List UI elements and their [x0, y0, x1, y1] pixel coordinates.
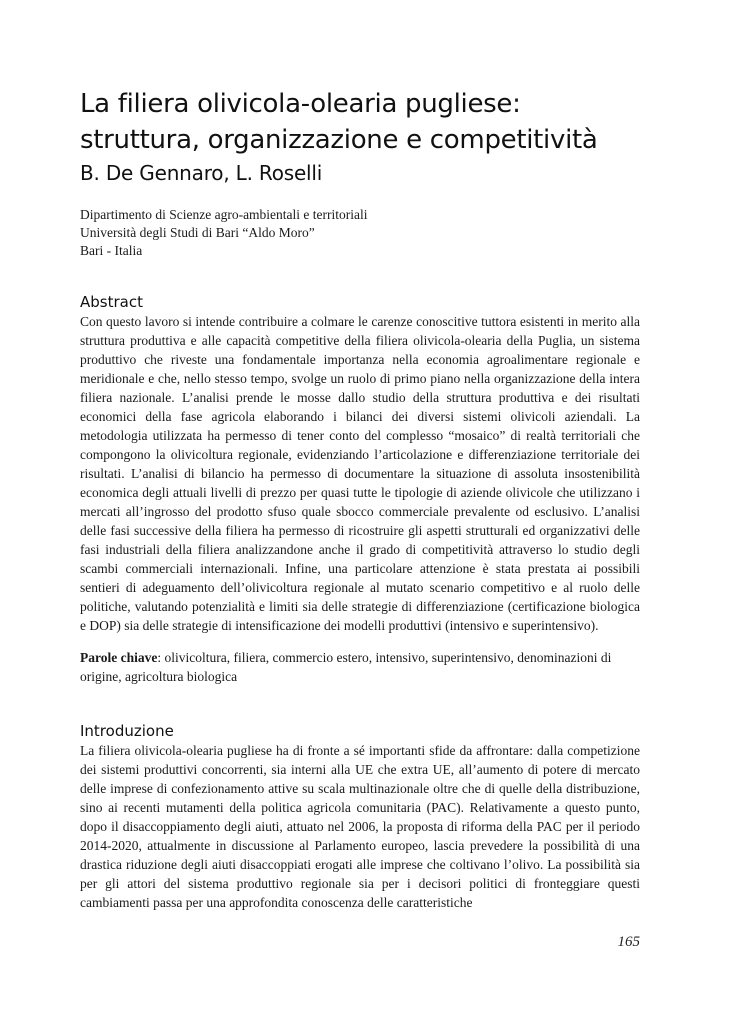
- paper-title: [80, 86, 640, 158]
- affiliation: [80, 206, 640, 260]
- page-content: [80, 86, 640, 912]
- keywords: [80, 648, 640, 686]
- introduction-section: [80, 721, 640, 912]
- page-number: 165: [617, 934, 640, 950]
- authors: B. De Gennaro, L. Roselli: [80, 161, 323, 185]
- affiliation-city: Bari - Italia: [80, 243, 143, 258]
- keywords-text: : olivicoltura, filiera, commercio estero, intensivo, superintensivo, denominazioni di origine, agricoltura biologica: [80, 650, 612, 684]
- abstract-section: [80, 292, 640, 635]
- introduction-text: La filiera olivicola-olearia pugliese ha di fronte a sé importanti sfide da affrontare: dalla competizione dei sistemi produttivi concorrenti, sia interni alla UE che extra UE, all’aumento di potere di mercato delle imprese di confezionamento attive su scala multinazionale oltre che di quelle della distribuzione, sino ai recenti mutamenti della politica agricola comunitaria (PAC). Relativamente a questo punto, dopo il disaccoppiamento degli aiuti, attuato nel 2006, la proposta di riforma della PAC per il periodo 2014-2020, attualmente in discussione al Parlamento europeo, lascia prevedere la possibilità di una drastica riduzione degli aiuti disaccoppiati erogati alle imprese che coltivano l’olivo. La possibilità sia per gli attori del sistema produttivo regionale sia per i decisori politici di fronteggiare questi cambiamenti passa per una approfondita conoscenza delle caratteristiche: [80, 743, 640, 910]
- keywords-label: Parole chiave: [80, 650, 158, 665]
- abstract-heading: Abstract: [80, 293, 143, 311]
- affiliation-department: Dipartimento di Scienze agro-ambientali e territoriali: [80, 207, 368, 222]
- affiliation-university: Università degli Studi di Bari “Aldo Moro”: [80, 225, 315, 240]
- abstract-text: Con questo lavoro si intende contribuire a colmare le carenze conoscitive tuttora esistenti in merito alla struttura produttiva e alle capacità competitive della filiera olivicola-olearia della Puglia, un sistema produttivo che riveste una fondamentale importanza nella economia agroalimentare regionale e meridionale e che, nello stesso tempo, svolge un ruolo di primo piano nella organizzazione della intera filiera nazionale. L’analisi prende le mosse dallo studio della struttura produttiva e dei risultati economici della fase agricola elaborando i bilanci dei diversi sistemi olivicoli aziendali. La metodologia utilizzata ha permesso di tener conto del complesso “mosaico” di realtà territoriali che compongono la olivicoltura regionale, evidenziando l’articolazione e differenziazione territoriale dei risultati. L’analisi di bilancio ha permesso di documentare la situazione di assoluta insostenibilità economica degli attuali livelli di prezzo per quasi tutte le tipologie di aziende olivicole che utilizzano i mercati all’ingrosso del prodotto sfuso quale sbocco commerciale prevalente od esclusivo. L’analisi delle fasi successive della filiera ha permesso di ricostruire gli aspetti strutturali ed organizzativi delle fasi industriali della filiera analizzandone anche il grado di competitività attraverso lo studio degli scambi commerciali internazionali. Infine, una particolare attenzione è stata prestata ai possibili sentieri di adeguamento dell’olivicoltura regionale al mutato scenario competitivo e al ruolo delle politiche, valutando potenzialità e limiti sia delle strategie di differenziazione (certificazione biologica e DOP) sia delle strategie di intensificazione dei modelli produttivi (intensivo e superintensivo).: [80, 314, 640, 633]
- paper-title-line-2: struttura, organizzazione e competitività: [80, 125, 598, 155]
- paper-title-line-1: La filiera olivicola-olearia pugliese:: [80, 89, 521, 119]
- introduction-heading: Introduzione: [80, 722, 174, 740]
